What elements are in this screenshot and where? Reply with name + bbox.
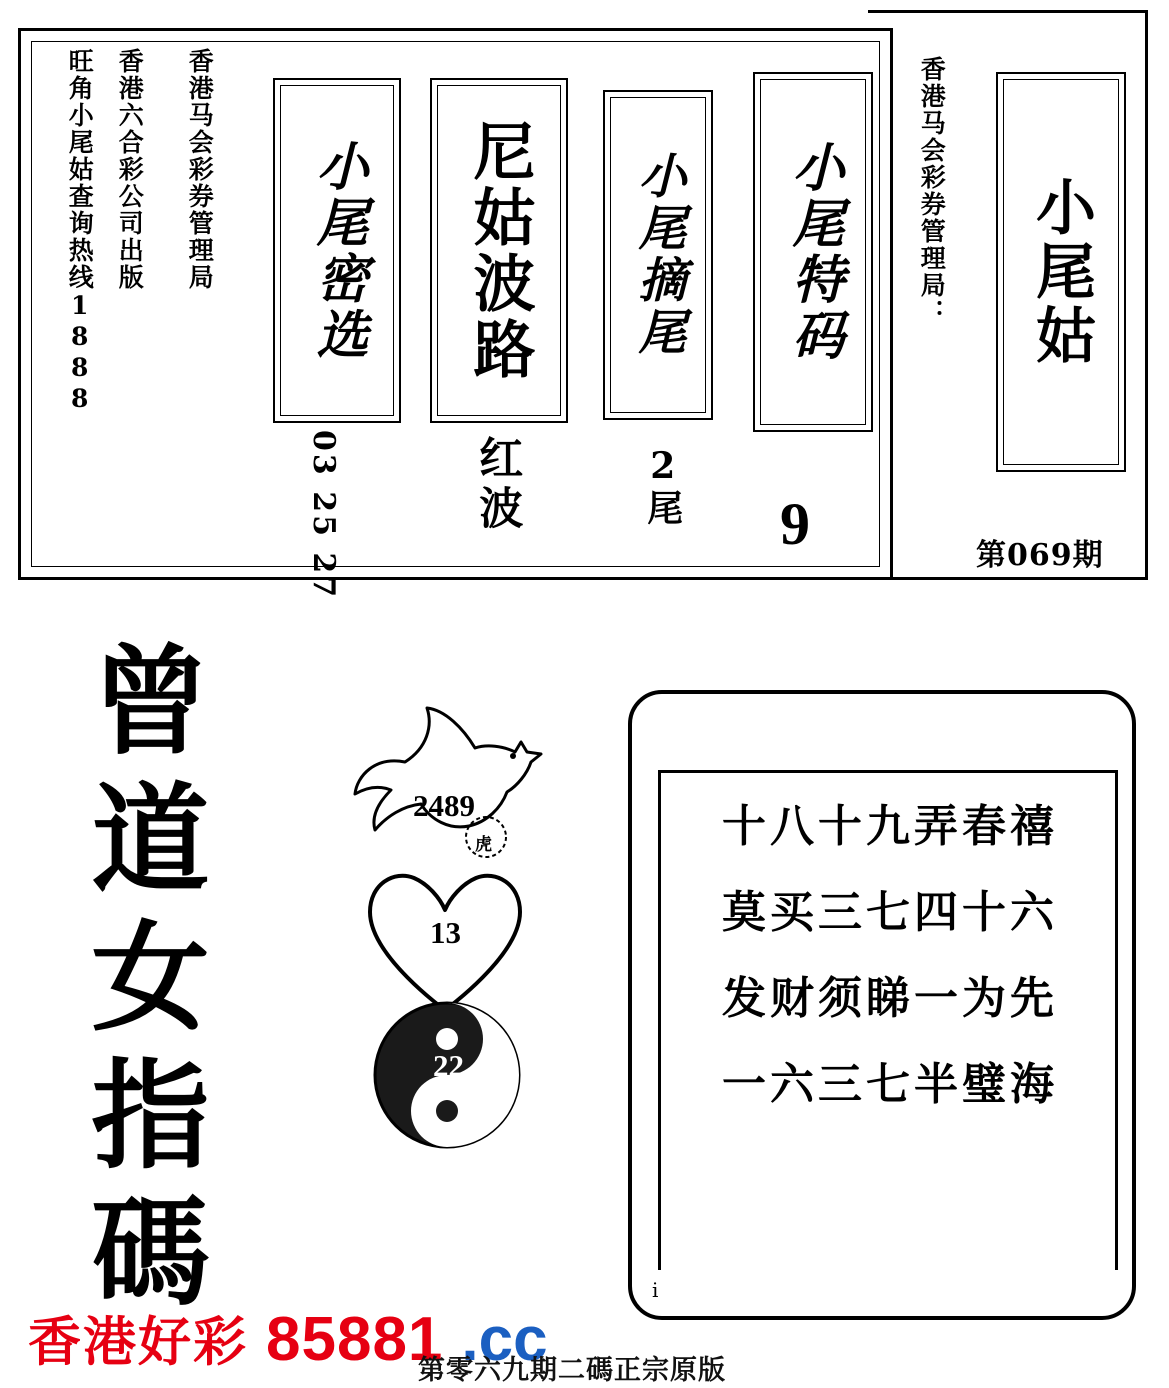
dove-tag-label: 虎 (475, 835, 492, 854)
value-bolu: 红波 (471, 435, 523, 535)
footer-note: 第零六九期二碼正宗原版 (418, 1355, 726, 1386)
icon-column (335, 690, 575, 1290)
poem-line-3: 发财须睇一为先 (722, 973, 1058, 1024)
title-box-tema (753, 72, 873, 432)
poem-line-4: 一六三七半璧海 (722, 1059, 1058, 1110)
title-label-tema: 小尾特码 (783, 140, 844, 364)
title-label-xiaoweigu: 小尾姑 (1026, 176, 1096, 368)
yinyang-number: 22 (433, 1048, 464, 1083)
value-zhaiwei: 2尾 (641, 445, 684, 527)
title-box-xiaoweigu (996, 72, 1126, 472)
value-tema: 9 (780, 491, 810, 557)
big-title (58, 632, 243, 1323)
big-title-char-5: 碼 (91, 1183, 210, 1323)
title-label-mixuan: 小尾密选 (307, 138, 368, 363)
publisher-column: 香港六合彩公司出版 (115, 48, 145, 291)
dove-number: 2489 (413, 788, 475, 823)
title-label-bolu: 尼姑波路 (463, 118, 536, 383)
big-title-char-3: 女 (91, 907, 210, 1047)
big-title-char-2: 道 (91, 769, 210, 909)
dove-icon (335, 690, 575, 870)
poem-mark: i (652, 1278, 659, 1302)
big-title-char-4: 指 (91, 1045, 210, 1185)
right-bureau-column: 香港马会彩券管理局： (917, 56, 947, 326)
value-mixuan: 03 25 27 (306, 430, 341, 601)
title-box-bolu (430, 78, 568, 423)
watermark-brand: 香港好彩 (28, 1312, 248, 1373)
top-panel (18, 10, 1148, 601)
poem-line-1: 十八十九弄春禧 (722, 801, 1058, 852)
poem-lines (665, 790, 1115, 1112)
issue-label: 第069期 (976, 538, 1104, 573)
poem-line-2: 莫买三七四十六 (722, 887, 1058, 938)
bureau-column: 香港马会彩券管理局 (185, 48, 215, 291)
title-label-zhaiwei: 小尾摘尾 (630, 151, 686, 359)
dove-tag-circle-icon (463, 814, 509, 860)
title-box-mixuan (273, 78, 401, 423)
watermark-suffix: .cc (461, 1305, 548, 1374)
big-title-char-1: 曾 (91, 632, 210, 771)
hotline-column: 旺角小尾姑查询热线1888 (65, 48, 95, 415)
heart-number: 13 (430, 915, 461, 950)
title-box-zhaiwei (603, 90, 713, 420)
watermark-number: 85881 (266, 1305, 444, 1374)
